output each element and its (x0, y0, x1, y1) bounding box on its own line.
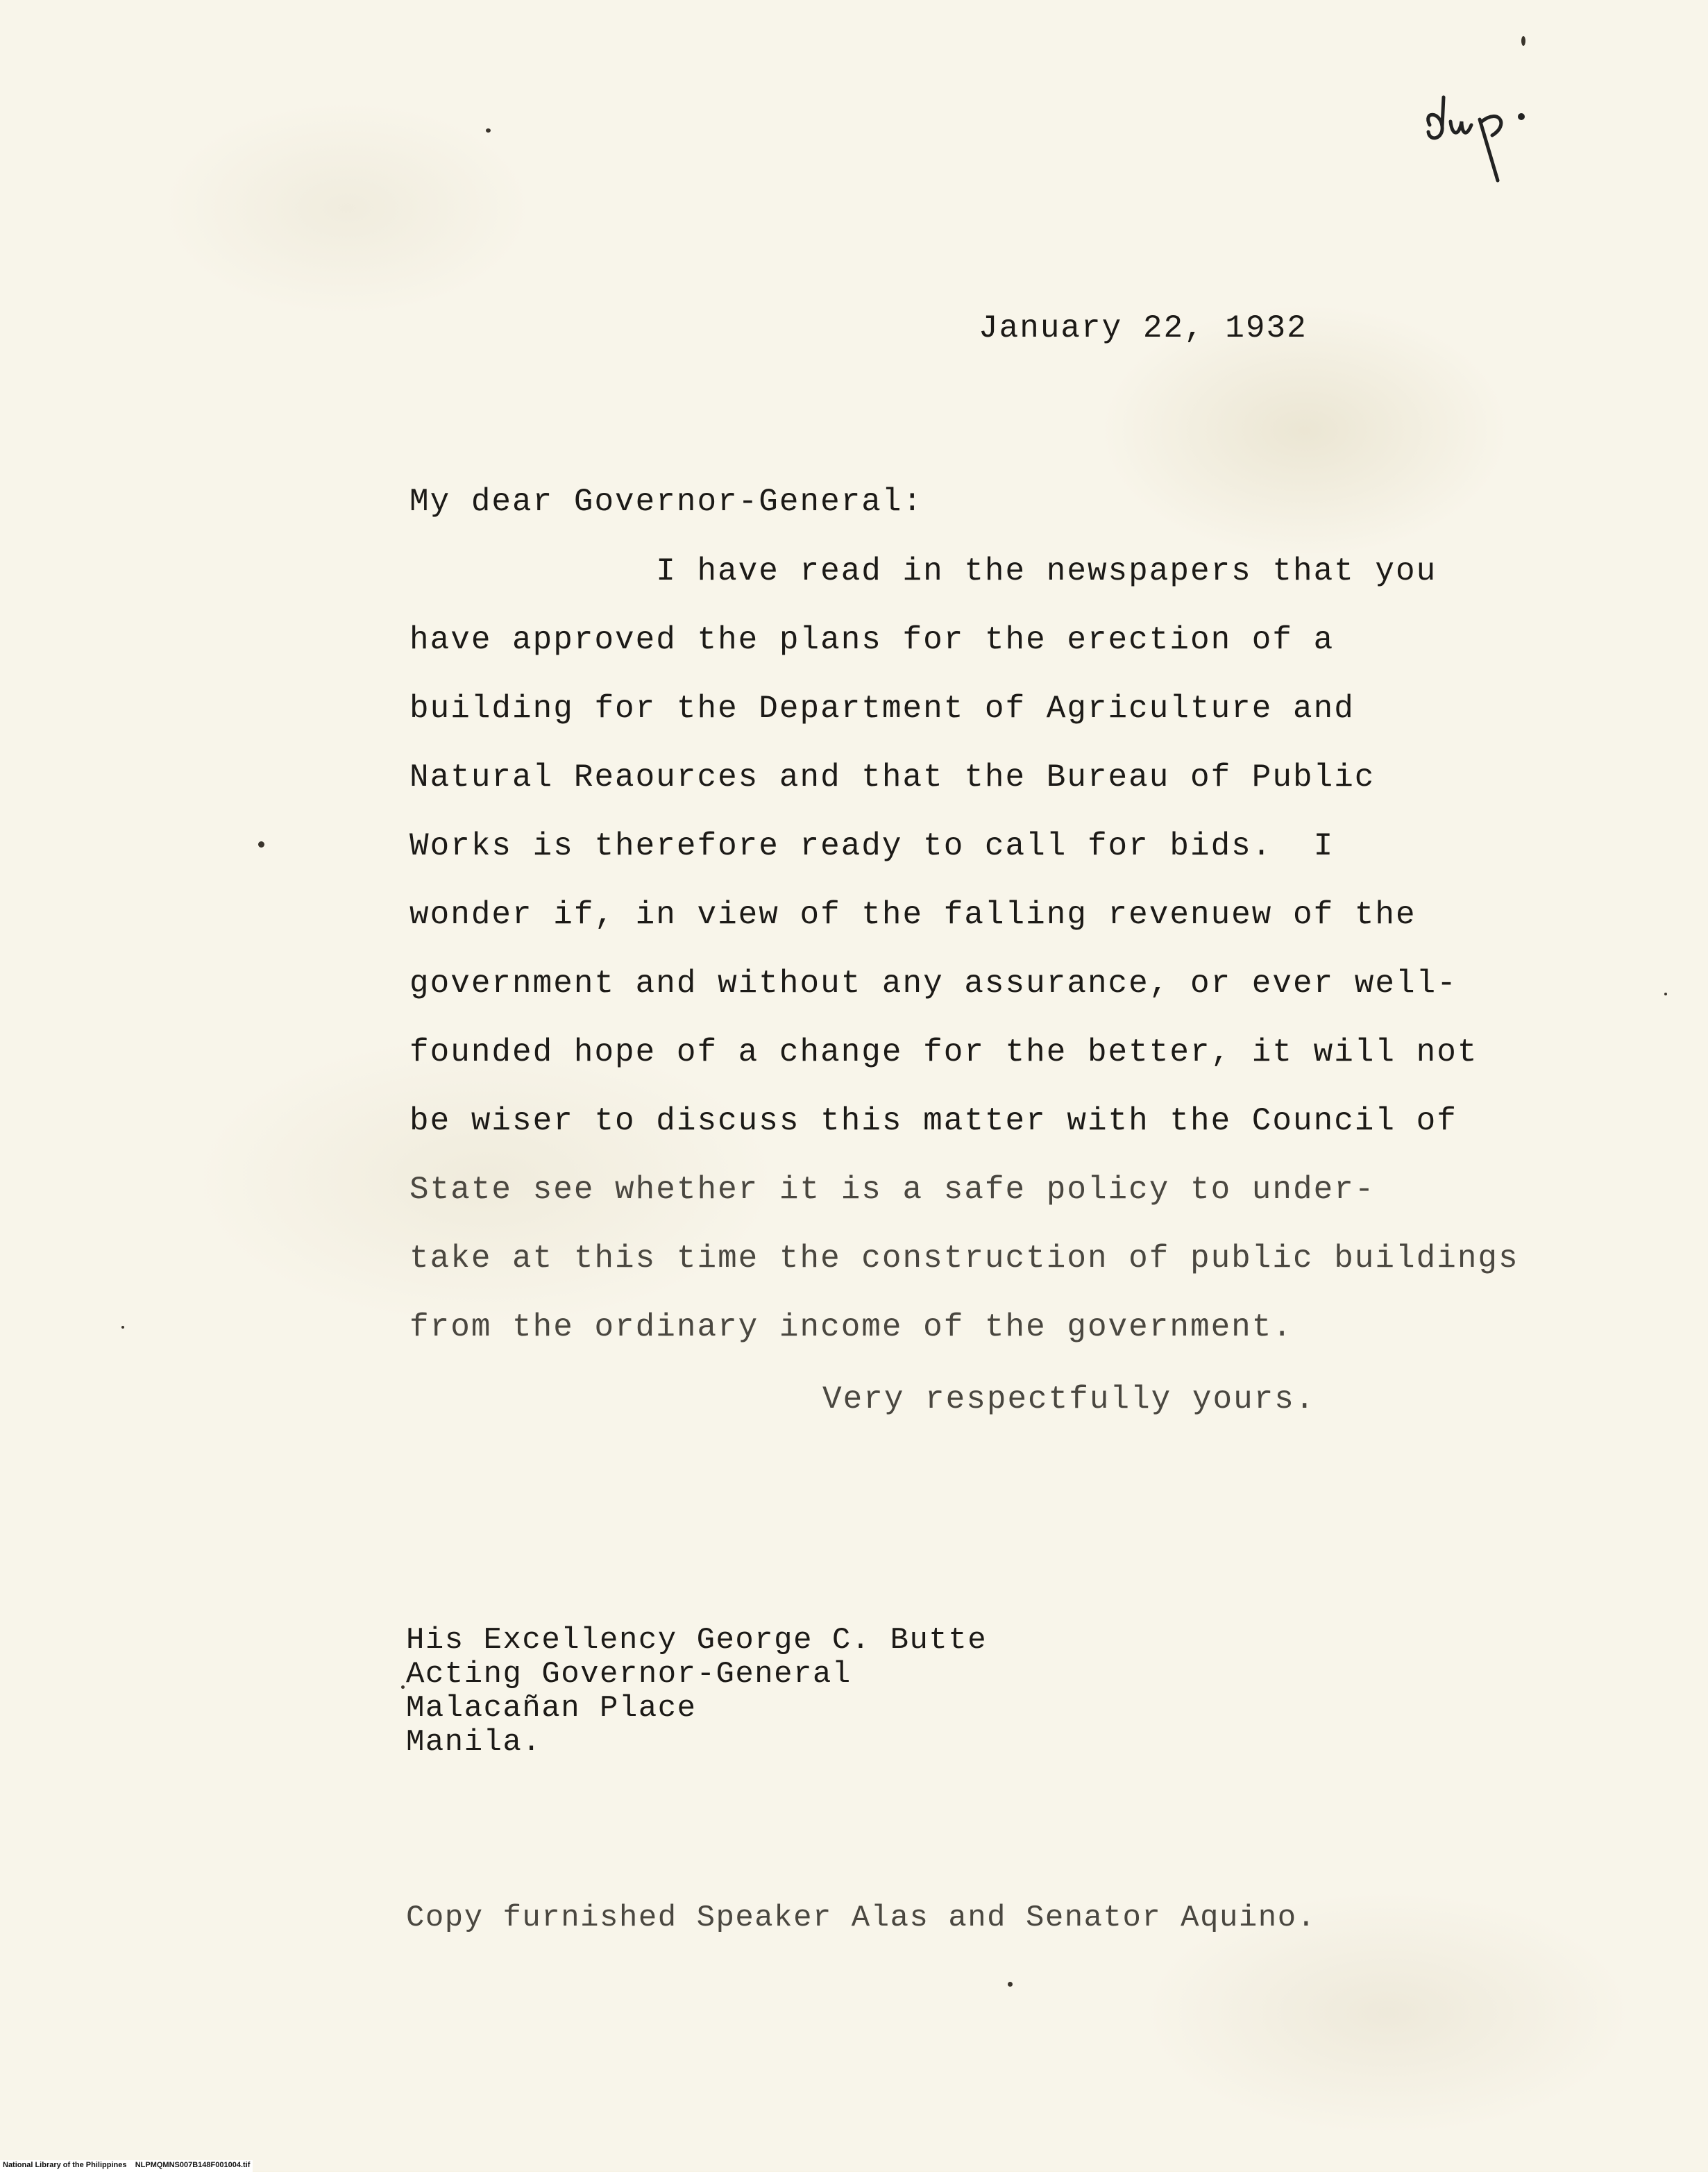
paper-speck (1008, 1982, 1013, 1987)
body-line: government and without any assurance, or ever well- (409, 966, 1457, 1002)
addressee-city: Manila. (406, 1725, 542, 1760)
body-line: have approved the plans for the erection of a (409, 622, 1335, 658)
paper-speck (258, 841, 264, 848)
body-line: Works is therefore ready to call for bids. I (409, 828, 1335, 864)
scan-footer (0, 2160, 253, 2172)
closing: Very respectfully yours. (822, 1381, 1316, 1417)
footer-file-id: NLPMQMNS007B148F001004.tif (135, 2161, 251, 2169)
body-line: Natural Reaources and that the Bureau of Public (409, 759, 1376, 795)
body-line: founded hope of a change for the better, it will not (409, 1034, 1478, 1070)
body-line: building for the Department of Agriculture and (409, 691, 1355, 727)
addressee-place: Malacañan Place (406, 1691, 697, 1726)
addressee-title: Acting Governor-General (406, 1657, 852, 1692)
body-line: be wiser to discuss this matter with the Council of (409, 1103, 1457, 1139)
paper-speck (401, 1685, 405, 1689)
paper-speck (486, 128, 491, 133)
addressee-name: His Excellency George C. Butte (406, 1623, 988, 1658)
letter-date: January 22, 1932 (979, 310, 1308, 346)
paper-speck (1664, 993, 1667, 995)
body-line: from the ordinary income of the government. (409, 1309, 1293, 1345)
body-line: wonder if, in view of the falling revenuew of the (409, 897, 1417, 933)
salutation: My dear Governor-General: (409, 484, 924, 520)
ink-mark (1521, 36, 1525, 46)
body-line: take at this time the construction of public buildings (409, 1240, 1519, 1277)
footer-library: National Library of the Philippines (3, 2161, 127, 2169)
handwritten-annotation (1416, 83, 1548, 187)
copy-furnished-note: Copy furnished Speaker Alas and Senator Aquino. (406, 1901, 1317, 1935)
paper-speck (121, 1326, 124, 1329)
body-line: I have read in the newspapers that you (409, 553, 1437, 589)
body-line: State see whether it is a safe policy to under- (409, 1172, 1376, 1208)
